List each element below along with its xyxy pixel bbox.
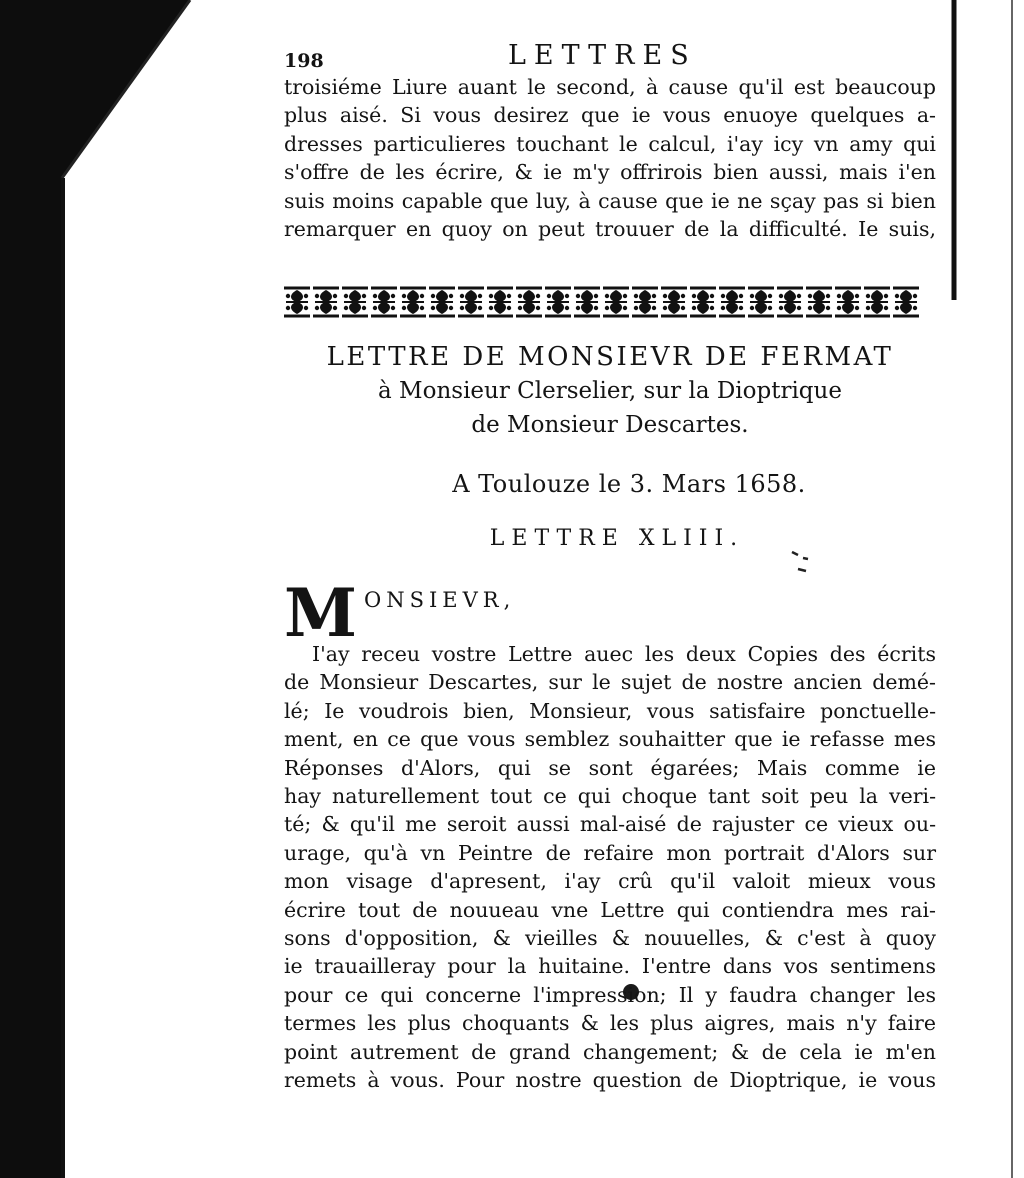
- previous-letter-ending: [284, 73, 936, 243]
- fleuron-ornament-band: [284, 282, 936, 322]
- letter-number: LETTRE XLIII.: [489, 526, 745, 551]
- text-line: lé; Ie voudrois bien, Monsieur, vous satisfaire ponctuelle-: [284, 698, 936, 723]
- running-title: LETTRES: [508, 40, 697, 71]
- text-line: sons d'opposition, & vieilles & nouuelles, & c'est à quoy: [284, 926, 936, 951]
- drop-capital: M: [284, 574, 358, 652]
- page-number: 198: [284, 50, 324, 72]
- text-line: mon visage d'apresent, i'ay crû qu'il valoit mieux vous: [284, 869, 936, 894]
- text-line: plus aisé. Si vous desirez que ie vous enuoye quelques a-: [284, 103, 936, 128]
- text-line: remets à vous. Pour nostre question de Dioptrique, ie vous: [284, 1068, 936, 1093]
- letter-heading: [284, 340, 936, 442]
- text-line: urage, qu'à vn Peintre de refaire mon portrait d'Alors sur: [284, 840, 936, 865]
- dateline: A Toulouze le 3. Mars 1658.: [452, 470, 806, 498]
- heading-line-2: à Monsieur Clerselier, sur la Dioptrique: [378, 378, 842, 404]
- ink-specks: [792, 552, 808, 571]
- text-line: té; & qu'il me seroit aussi mal-aisé de rajuster ce vieux ou-: [284, 812, 936, 837]
- facing-page-shadow: [0, 0, 190, 1178]
- text-line: ment, en ce que vous semblez souhaitter que ie refasse mes: [284, 727, 936, 752]
- letter-body: [284, 640, 936, 1095]
- salutation-text: ONSIEVR,: [364, 588, 516, 612]
- text-line: remarquer en quoy on peut trouuer de la difficulté. Ie suis,: [284, 217, 936, 242]
- heading-line-3: de Monsieur Descartes.: [471, 412, 749, 438]
- text-line: s'offre de les écrire, & ie m'y offrirois bien aussi, mais i'en: [284, 160, 936, 185]
- text-line: I'ay receu vostre Lettre auec les deux Copies des écrits: [312, 642, 936, 666]
- running-head: [284, 40, 936, 76]
- text-line: point autrement de grand changement; & de cela ie m'en: [284, 1039, 936, 1064]
- text-line: ie trauailleray pour la huitaine. I'entre dans vos sentimens: [284, 954, 936, 979]
- text-line: dresses particulieres touchant le calcul, i'ay icy vn amy qui: [284, 131, 936, 156]
- text-line: pour ce qui concerne l'impression; Il y faudra changer les: [284, 982, 936, 1007]
- text-line: de Monsieur Descartes, sur le sujet de nostre ancien demé-: [284, 670, 936, 695]
- text-line: hay naturellement tout ce qui choque tant soit peu la veri-: [284, 784, 936, 809]
- text-line: troisiéme Liure auant le second, à cause qu'il est beaucoup: [284, 75, 936, 99]
- text-line: Réponses d'Alors, qui se sont égarées; Mais comme ie: [284, 755, 936, 780]
- text-line: termes les plus choquants & les plus aigres, mais n'y faire: [284, 1011, 936, 1036]
- salutation: [284, 574, 936, 652]
- text-line: suis moins capable que luy, à cause que ie ne sçay pas si bien: [284, 188, 936, 213]
- heading-line-1: LETTRE DE MONSIEVR DE FERMAT: [326, 342, 894, 372]
- text-line: écrire tout de nouueau vne Lettre qui contiendra mes rai-: [284, 897, 936, 922]
